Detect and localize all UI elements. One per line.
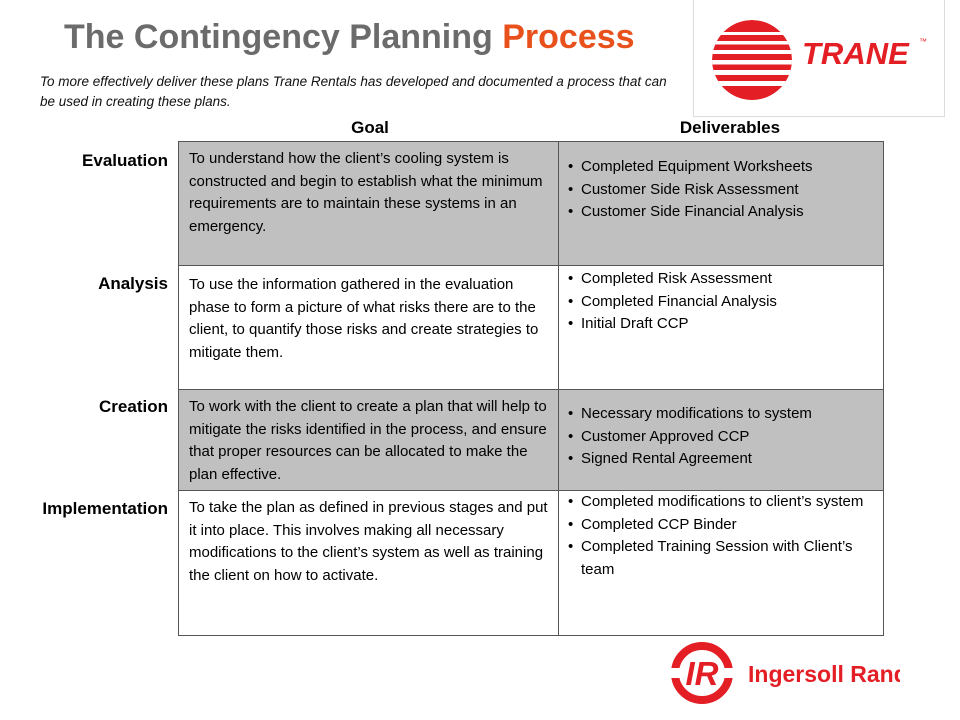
list-item: • Customer Side Risk Assessment [568, 180, 799, 198]
ir-mark: IR [685, 655, 719, 692]
stage-label-analysis: Analysis [98, 274, 168, 293]
goal-text: To use the information gathered in the evaluation phase to form a picture of what risks there are to the client, to quantify those risks and create strategies to mitigate them. [189, 276, 539, 361]
list-item: • Signed Rental Agreement [568, 450, 752, 467]
deliverables-cell-creation [558, 389, 883, 490]
list-item: • Initial Draft CCP [568, 315, 689, 332]
deliverables-column-header: Deliverables [679, 118, 781, 137]
deliverables-cell-evaluation [558, 142, 883, 265]
title-main: The Contingency Planning [64, 18, 493, 56]
goal-text: To take the plan as defined in previous stages and put it into place. This involves making all necessary modifications to the client’s system as well as training the client on how to activate. [189, 499, 548, 584]
goal-column-header: Goal [351, 118, 389, 137]
deliverables-cell-implementation [558, 490, 883, 635]
stage-label-creation: Creation [99, 397, 168, 416]
deliverables-list [568, 268, 879, 336]
process-table [178, 141, 884, 636]
goal-cell-implementation [179, 490, 558, 635]
list-item: • Completed Training Session with Client’s team [568, 538, 853, 578]
title-accent: Process [502, 18, 635, 56]
page-title [64, 18, 635, 57]
list-item: • Completed Risk Assessment [568, 270, 772, 287]
trademark-mark: ™ [919, 37, 927, 46]
goal-cell-analysis [179, 265, 558, 389]
subtitle: To more effectively deliver these plans Trane Rentals has developed and documented a process that can be used in creating these plans. [40, 74, 667, 109]
list-item: • Completed Financial Analysis [568, 292, 777, 310]
deliverables-cell-analysis [558, 265, 883, 389]
list-item: • Completed Equipment Worksheets [568, 158, 813, 175]
stage-label-evaluation: Evaluation [82, 151, 168, 170]
deliverables-list [568, 491, 879, 581]
goal-text: To work with the client to create a plan that will help to mitigate the risks identified in the process, and ensure that proper resources can be allocated to make the plan effective. [189, 398, 547, 483]
trane-logo [693, 0, 945, 117]
list-item: • Completed CCP Binder [568, 515, 737, 533]
deliverables-list [568, 403, 879, 471]
goal-text: To understand how the client’s cooling system is constructed and begin to establish what the minimum requirements are to maintain these systems in an emergency. [189, 150, 543, 235]
goal-cell-evaluation [179, 142, 558, 265]
list-item: • Necessary modifications to system [568, 405, 812, 422]
list-item: • Customer Approved CCP [568, 427, 750, 445]
deliverables-list [568, 156, 879, 224]
trane-wordmark: TRANE [802, 36, 909, 71]
ingersoll-rand-logo [660, 638, 900, 713]
ingersoll-rand-wordmark: Ingersoll Rand [748, 661, 900, 687]
list-item: • Completed modifications to client’s system [568, 493, 864, 510]
list-item: • Customer Side Financial Analysis [568, 203, 804, 220]
goal-cell-creation [179, 389, 558, 490]
stage-label-implementation: Implementation [42, 499, 168, 518]
